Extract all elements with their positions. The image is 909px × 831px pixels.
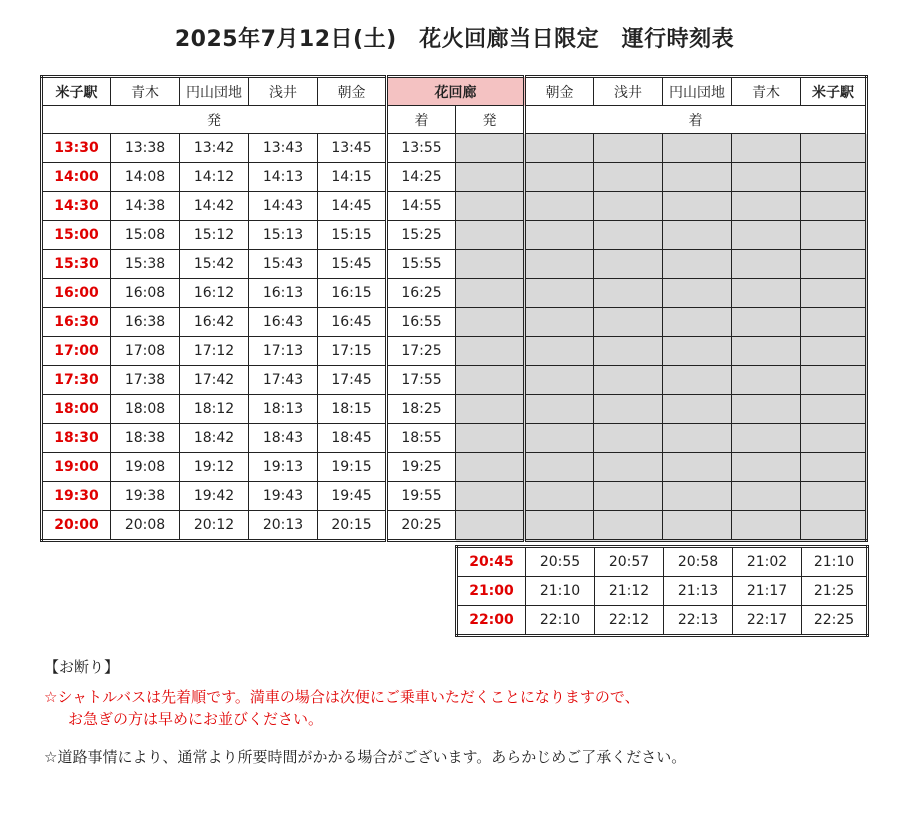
empty-cell (663, 453, 732, 482)
empty-cell (801, 221, 867, 250)
stop-time: 21:10 (802, 547, 868, 577)
empty-cell (525, 511, 594, 541)
empty-cell (663, 424, 732, 453)
empty-cell (801, 134, 867, 163)
depart-label: 発 (456, 106, 525, 134)
stop-time: 16:15 (318, 279, 387, 308)
empty-cell (594, 366, 663, 395)
empty-cell (456, 134, 525, 163)
empty-cell (594, 250, 663, 279)
empty-cell (732, 395, 801, 424)
empty-cell (456, 192, 525, 221)
timetable (40, 75, 868, 542)
stop-time: 21:12 (595, 577, 664, 606)
empty-cell (801, 395, 867, 424)
empty-cell (801, 163, 867, 192)
empty-cell (456, 366, 525, 395)
stop-time: 16:13 (249, 279, 318, 308)
stop-time: 21:13 (664, 577, 733, 606)
table-row (42, 279, 867, 308)
empty-cell (732, 250, 801, 279)
stop-time: 19:08 (111, 453, 180, 482)
empty-cell (525, 250, 594, 279)
departure-time: 14:00 (42, 163, 111, 192)
empty-cell (594, 163, 663, 192)
stop-time: 18:08 (111, 395, 180, 424)
table-row (42, 366, 867, 395)
stop-time: 22:12 (595, 606, 664, 636)
stop-time: 22:10 (526, 606, 595, 636)
empty-cell (732, 482, 801, 511)
stop-time: 14:15 (318, 163, 387, 192)
empty-cell (663, 337, 732, 366)
station-header: 円山団地 (663, 77, 732, 106)
empty-cell (456, 163, 525, 192)
empty-cell (525, 279, 594, 308)
empty-cell (732, 134, 801, 163)
stop-time: 16:45 (318, 308, 387, 337)
table-row (42, 308, 867, 337)
empty-cell (801, 453, 867, 482)
empty-cell (525, 308, 594, 337)
hub-arrival-time: 16:25 (387, 279, 456, 308)
stop-time: 22:13 (664, 606, 733, 636)
table-row (42, 511, 867, 541)
hub-arrival-time: 18:55 (387, 424, 456, 453)
stop-time: 16:43 (249, 308, 318, 337)
stop-time: 17:13 (249, 337, 318, 366)
stop-time: 18:43 (249, 424, 318, 453)
stop-time: 18:12 (180, 395, 249, 424)
empty-cell (594, 453, 663, 482)
depart-label: 発 (42, 106, 387, 134)
station-header: 朝金 (318, 77, 387, 106)
stop-time: 15:13 (249, 221, 318, 250)
stop-time: 21:17 (733, 577, 802, 606)
stop-time: 15:45 (318, 250, 387, 279)
stop-time: 20:12 (180, 511, 249, 541)
departure-time: 20:00 (42, 511, 111, 541)
stop-time: 20:58 (664, 547, 733, 577)
hub-arrival-time: 14:55 (387, 192, 456, 221)
empty-cell (456, 453, 525, 482)
empty-cell (663, 221, 732, 250)
empty-cell (456, 221, 525, 250)
empty-cell (525, 192, 594, 221)
stop-time: 13:45 (318, 134, 387, 163)
stop-time: 18:42 (180, 424, 249, 453)
stop-time: 20:08 (111, 511, 180, 541)
empty-cell (732, 453, 801, 482)
stop-time: 14:13 (249, 163, 318, 192)
stop-time: 19:15 (318, 453, 387, 482)
stop-time: 14:42 (180, 192, 249, 221)
empty-cell (801, 279, 867, 308)
hub-arrival-time: 19:25 (387, 453, 456, 482)
table-row (42, 337, 867, 366)
stop-time: 22:17 (733, 606, 802, 636)
hub-station-header: 花回廊 (387, 77, 525, 106)
hub-arrival-time: 15:55 (387, 250, 456, 279)
empty-cell (663, 511, 732, 541)
empty-cell (663, 395, 732, 424)
hub-arrival-time: 18:25 (387, 395, 456, 424)
station-header: 青木 (111, 77, 180, 106)
arrive-label: 着 (525, 106, 867, 134)
empty-cell (663, 279, 732, 308)
table-row (42, 163, 867, 192)
empty-cell (732, 424, 801, 453)
empty-cell (594, 192, 663, 221)
empty-cell (594, 395, 663, 424)
stop-time: 15:43 (249, 250, 318, 279)
stop-time: 17:38 (111, 366, 180, 395)
stop-time: 14:45 (318, 192, 387, 221)
empty-cell (456, 395, 525, 424)
empty-cell (663, 250, 732, 279)
empty-cell (801, 424, 867, 453)
table-row (42, 134, 867, 163)
empty-cell (801, 308, 867, 337)
station-header: 朝金 (525, 77, 594, 106)
hub-departure-time: 21:00 (457, 577, 526, 606)
stop-time: 18:15 (318, 395, 387, 424)
station-header: 米子駅 (42, 77, 111, 106)
empty-cell (732, 221, 801, 250)
empty-cell (663, 308, 732, 337)
empty-cell (456, 424, 525, 453)
note-traffic: ☆道路事情により、通常より所要時間がかかる場合がございます。あらかじめご了承ください。 (44, 748, 687, 766)
table-row (457, 547, 868, 577)
departure-time: 16:30 (42, 308, 111, 337)
empty-cell (801, 511, 867, 541)
departure-time: 19:00 (42, 453, 111, 482)
stop-time: 19:45 (318, 482, 387, 511)
station-header: 青木 (732, 77, 801, 106)
hub-arrival-time: 17:25 (387, 337, 456, 366)
hub-departure-time: 20:45 (457, 547, 526, 577)
arrive-label: 着 (387, 106, 456, 134)
station-header: 円山団地 (180, 77, 249, 106)
empty-cell (801, 192, 867, 221)
hub-arrival-time: 20:25 (387, 511, 456, 541)
departure-time: 17:30 (42, 366, 111, 395)
departure-time: 18:30 (42, 424, 111, 453)
empty-cell (525, 424, 594, 453)
empty-cell (663, 163, 732, 192)
empty-cell (456, 279, 525, 308)
stop-time: 17:42 (180, 366, 249, 395)
departure-time: 17:00 (42, 337, 111, 366)
empty-cell (525, 482, 594, 511)
stop-time: 13:38 (111, 134, 180, 163)
stop-time: 16:12 (180, 279, 249, 308)
empty-cell (456, 308, 525, 337)
stop-time: 19:38 (111, 482, 180, 511)
stop-time: 19:13 (249, 453, 318, 482)
stop-time: 19:43 (249, 482, 318, 511)
stop-time: 16:42 (180, 308, 249, 337)
stop-time: 14:08 (111, 163, 180, 192)
stop-time: 14:38 (111, 192, 180, 221)
empty-cell (525, 395, 594, 424)
departure-time: 13:30 (42, 134, 111, 163)
empty-cell (456, 511, 525, 541)
stop-time: 21:02 (733, 547, 802, 577)
empty-cell (525, 453, 594, 482)
empty-cell (663, 192, 732, 221)
empty-cell (732, 279, 801, 308)
stop-time: 14:12 (180, 163, 249, 192)
table-row (42, 424, 867, 453)
stop-time: 14:43 (249, 192, 318, 221)
empty-cell (594, 134, 663, 163)
departure-time: 16:00 (42, 279, 111, 308)
empty-cell (525, 366, 594, 395)
stop-time: 15:08 (111, 221, 180, 250)
table-row (42, 192, 867, 221)
stop-time: 18:38 (111, 424, 180, 453)
stop-time: 21:25 (802, 577, 868, 606)
stop-time: 13:42 (180, 134, 249, 163)
hub-arrival-time: 15:25 (387, 221, 456, 250)
empty-cell (594, 337, 663, 366)
stop-time: 17:08 (111, 337, 180, 366)
departure-time: 14:30 (42, 192, 111, 221)
page-title: 2025年7月12日(土) 花火回廊当日限定 運行時刻表 (174, 27, 735, 52)
empty-cell (732, 366, 801, 395)
empty-cell (663, 482, 732, 511)
hub-arrival-time: 14:25 (387, 163, 456, 192)
notes (44, 656, 686, 768)
stop-time: 20:13 (249, 511, 318, 541)
empty-cell (594, 482, 663, 511)
empty-cell (801, 337, 867, 366)
notes-heading: 【お断り】 (44, 658, 120, 676)
empty-cell (456, 250, 525, 279)
empty-cell (801, 482, 867, 511)
direction-header-row (42, 106, 867, 134)
table-row (457, 606, 868, 636)
stop-time: 15:42 (180, 250, 249, 279)
empty-cell (594, 279, 663, 308)
empty-cell (732, 337, 801, 366)
stop-time: 20:57 (595, 547, 664, 577)
empty-cell (456, 337, 525, 366)
station-header: 浅井 (594, 77, 663, 106)
hub-arrival-time: 17:55 (387, 366, 456, 395)
station-header: 浅井 (249, 77, 318, 106)
stop-time: 21:10 (526, 577, 595, 606)
empty-cell (801, 250, 867, 279)
empty-cell (525, 337, 594, 366)
table-row (457, 577, 868, 606)
stop-time: 19:42 (180, 482, 249, 511)
stop-time: 17:12 (180, 337, 249, 366)
stop-time: 17:45 (318, 366, 387, 395)
hub-departure-time: 22:00 (457, 606, 526, 636)
empty-cell (525, 163, 594, 192)
empty-cell (525, 134, 594, 163)
table-row (42, 221, 867, 250)
departure-time: 15:00 (42, 221, 111, 250)
station-header-row (42, 77, 867, 106)
empty-cell (594, 424, 663, 453)
stop-time: 17:43 (249, 366, 318, 395)
empty-cell (594, 221, 663, 250)
stop-time: 22:25 (802, 606, 868, 636)
stop-time: 17:15 (318, 337, 387, 366)
stop-time: 13:43 (249, 134, 318, 163)
hub-arrival-time: 19:55 (387, 482, 456, 511)
empty-cell (732, 163, 801, 192)
station-header: 米子駅 (801, 77, 867, 106)
table-row (42, 453, 867, 482)
empty-cell (663, 366, 732, 395)
empty-cell (732, 192, 801, 221)
hub-arrival-time: 13:55 (387, 134, 456, 163)
stop-time: 18:13 (249, 395, 318, 424)
stop-time: 15:38 (111, 250, 180, 279)
return-timetable (455, 545, 869, 637)
empty-cell (525, 221, 594, 250)
empty-cell (732, 511, 801, 541)
table-row (42, 482, 867, 511)
note-first-come-cont: お急ぎの方は早めにお並びください。 (68, 710, 324, 728)
stop-time: 18:45 (318, 424, 387, 453)
departure-time: 18:00 (42, 395, 111, 424)
stop-time: 20:55 (526, 547, 595, 577)
stop-time: 16:38 (111, 308, 180, 337)
stop-time: 15:15 (318, 221, 387, 250)
empty-cell (594, 511, 663, 541)
empty-cell (663, 134, 732, 163)
empty-cell (732, 308, 801, 337)
stop-time: 15:12 (180, 221, 249, 250)
stop-time: 16:08 (111, 279, 180, 308)
table-row (42, 395, 867, 424)
empty-cell (594, 308, 663, 337)
departure-time: 15:30 (42, 250, 111, 279)
hub-arrival-time: 16:55 (387, 308, 456, 337)
stop-time: 19:12 (180, 453, 249, 482)
note-first-come: ☆シャトルバスは先着順です。満車の場合は次便にご乗車いただくことになりますので、 (44, 688, 640, 706)
empty-cell (456, 482, 525, 511)
table-row (42, 250, 867, 279)
stop-time: 20:15 (318, 511, 387, 541)
empty-cell (801, 366, 867, 395)
departure-time: 19:30 (42, 482, 111, 511)
